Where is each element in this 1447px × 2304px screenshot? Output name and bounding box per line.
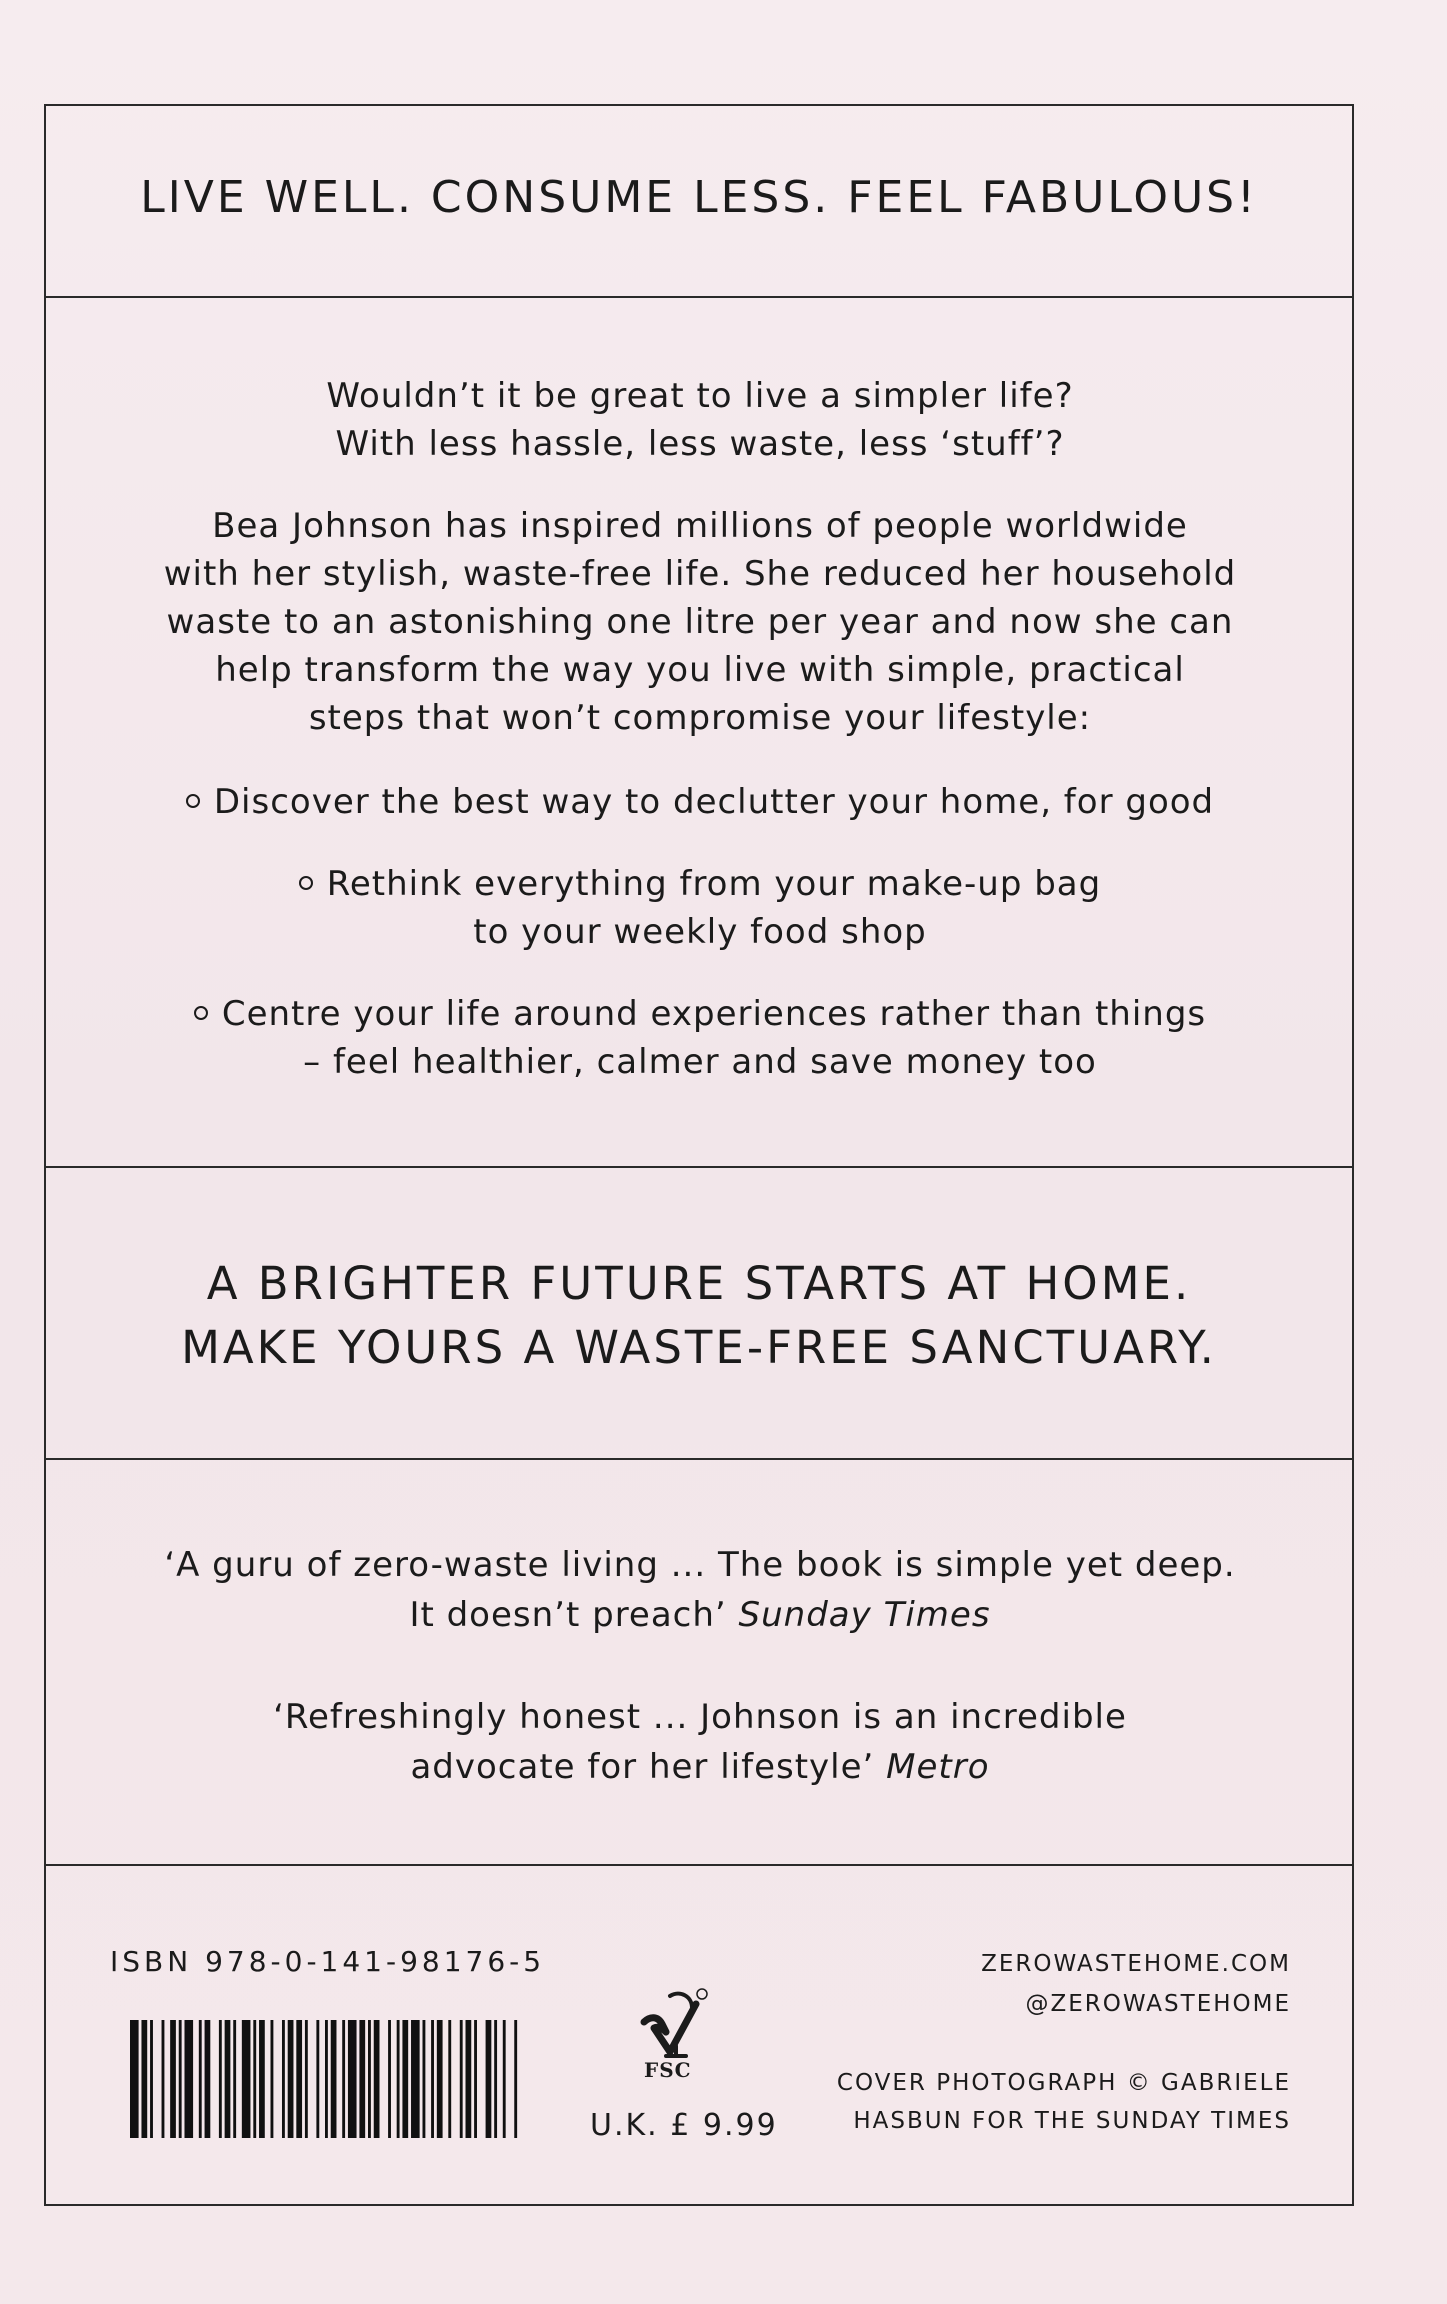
intro-body: [130, 502, 1270, 742]
barcode-bar: [259, 2020, 265, 2138]
barcode-bar: [199, 2020, 202, 2138]
divider-rule: [44, 1166, 1354, 1168]
barcode-bar: [282, 2020, 285, 2138]
barcode-bar: [271, 2020, 274, 2138]
bullet-circle-icon: [186, 794, 200, 808]
feature-item: [130, 990, 1270, 1086]
barcode-bar: [253, 2020, 256, 2138]
intro-lead: [130, 372, 1270, 468]
slogan: [44, 1252, 1354, 1380]
barcode-bar: [431, 2020, 434, 2138]
feature-line: Rethink everything from your make-up bag: [326, 864, 1102, 904]
barcode-bar: [388, 2020, 391, 2138]
intro-lead-line: With less hassle, less waste, less ‘stuff’?: [335, 424, 1065, 464]
feature-item: [130, 778, 1270, 826]
barcode-bar: [130, 2020, 139, 2138]
slogan-line: A BRIGHTER FUTURE STARTS AT HOME.: [206, 1257, 1192, 1310]
feature-line: Centre your life around experiences rather than things: [221, 994, 1207, 1034]
credit-line: COVER PHOTOGRAPH © GABRIELE: [836, 2070, 1291, 2096]
barcode-bar: [242, 2020, 251, 2138]
barcode-bar: [325, 2020, 328, 2138]
fsc-label: FSC: [644, 2058, 692, 2082]
intro-body-line: help transform the way you live with simple, practical: [215, 650, 1185, 690]
barcode-bar: [411, 2020, 420, 2138]
bullet-circle-icon: [194, 1006, 208, 1020]
barcode-bar: [486, 2020, 492, 2138]
isbn-number: ISBN 978-0-141-98176-5: [110, 1945, 546, 1978]
barcode-bar: [205, 2020, 211, 2138]
barcode-bar: [374, 2020, 380, 2138]
intro-body-line: steps that won’t compromise your lifestyle:: [308, 698, 1092, 738]
price: U.K. £ 9.99: [590, 2108, 778, 2143]
review-quotes: [130, 1540, 1270, 1844]
barcode: [130, 2020, 520, 2138]
barcode-bar: [494, 2020, 497, 2138]
barcode-bar: [316, 2020, 319, 2138]
intro-body-line: Bea Johnson has inspired millions of people worldwide: [212, 506, 1188, 546]
quote-line: advocate for her lifestyle’: [410, 1747, 875, 1787]
barcode-bar: [162, 2020, 165, 2138]
intro-body-line: with her stylish, waste-free life. She reduced her household: [163, 554, 1237, 594]
barcode-bar: [184, 2020, 193, 2138]
barcode-bar: [474, 2020, 477, 2138]
divider-rule: [44, 1458, 1354, 1460]
barcode-bar: [368, 2020, 371, 2138]
intro-blurb: [130, 372, 1270, 742]
feature-line: – feel healthier, calmer and save money too: [303, 1042, 1097, 1082]
slogan-line: MAKE YOURS A WASTE-FREE SANCTUARY.: [181, 1321, 1217, 1374]
barcode-bar: [296, 2020, 302, 2138]
barcode-bar: [305, 2020, 308, 2138]
bullet-circle-icon: [299, 876, 313, 890]
barcode-bar: [514, 2020, 517, 2138]
tagline: LIVE WELL. CONSUME LESS. FEEL FABULOUS!: [140, 172, 1258, 223]
quote-line: ‘Refreshingly honest ... Johnson is an incredible: [273, 1697, 1127, 1737]
barcode-bar: [460, 2020, 463, 2138]
social-handle: @ZEROWASTEHOME: [1025, 1991, 1291, 2017]
web-links: [981, 1944, 1291, 2024]
barcode-bar: [402, 2020, 408, 2138]
barcode-bar: [503, 2020, 506, 2138]
quote-source: Sunday Times: [738, 1595, 991, 1635]
barcode-bar: [219, 2020, 222, 2138]
barcode-bar: [170, 2020, 176, 2138]
website-url: ZEROWASTEHOME.COM: [981, 1951, 1291, 1977]
barcode-bar: [233, 2020, 236, 2138]
quote-line: ‘A guru of zero-waste living ... The book is simple yet deep.: [164, 1545, 1236, 1585]
quote-source: Metro: [886, 1747, 990, 1787]
credit-line: HASBUN FOR THE SUNDAY TIMES: [853, 2108, 1291, 2134]
divider-rule: [44, 1864, 1354, 1866]
intro-body-line: waste to an astonishing one litre per year and now she can: [166, 602, 1234, 642]
divider-rule: [44, 296, 1354, 298]
feature-list: [130, 778, 1270, 1120]
barcode-bar: [437, 2020, 443, 2138]
barcode-bar: [179, 2020, 182, 2138]
intro-lead-line: Wouldn’t it be great to live a simpler life?: [326, 376, 1074, 416]
barcode-bar: [288, 2020, 294, 2138]
feature-item: [130, 860, 1270, 956]
quote-line: It doesn’t preach’: [409, 1595, 727, 1635]
barcode-bar: [448, 2020, 451, 2138]
barcode-bar: [331, 2020, 337, 2138]
feature-line: to your weekly food shop: [473, 912, 927, 952]
review-quote: [130, 1692, 1270, 1792]
barcode-bar: [466, 2020, 472, 2138]
barcode-bar: [141, 2020, 147, 2138]
review-quote: [130, 1540, 1270, 1640]
barcode-bar: [423, 2020, 426, 2138]
barcode-bar: [348, 2020, 357, 2138]
barcode-bar: [342, 2020, 345, 2138]
photo-credit: [837, 2064, 1291, 2140]
barcode-bar: [397, 2020, 400, 2138]
barcode-bar: [150, 2020, 153, 2138]
barcode-bar: [225, 2020, 231, 2138]
feature-line: Discover the best way to declutter your home, for good: [213, 782, 1215, 822]
barcode-bar: [359, 2020, 365, 2138]
